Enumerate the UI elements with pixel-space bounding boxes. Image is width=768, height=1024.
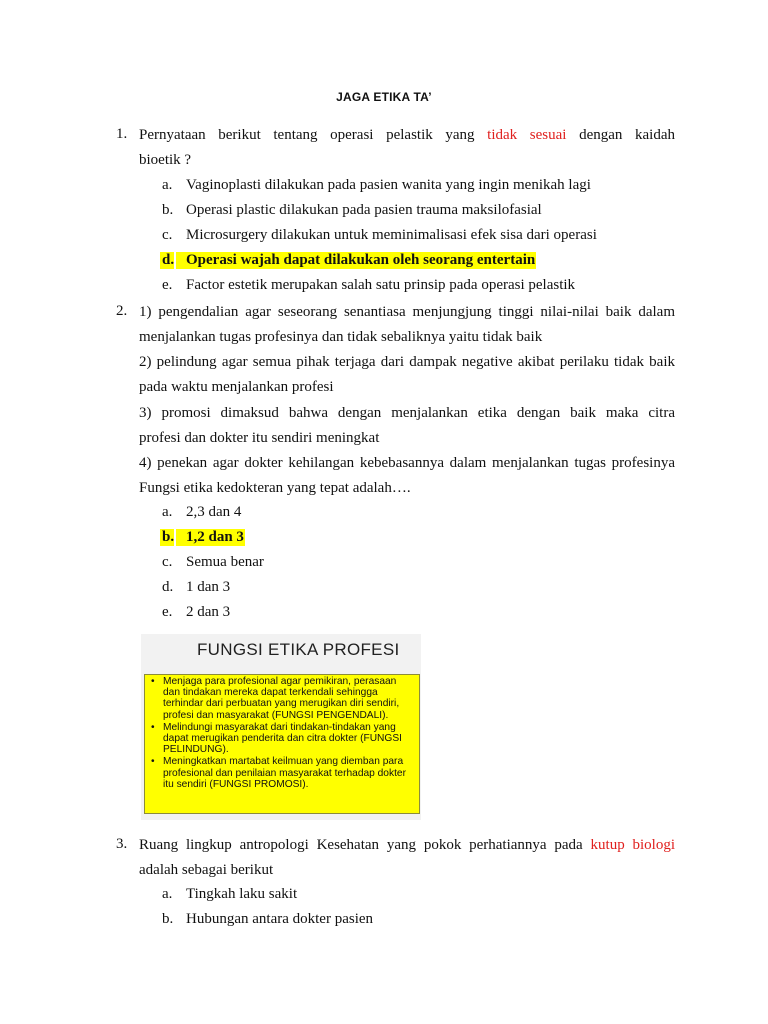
question-text-line bbox=[139, 833, 675, 857]
answer-option: Vaginoplasti dilakukan pada pasien wanita yang ingin menikah lagi bbox=[186, 177, 591, 193]
document-title: JAGA ETIKA TA’ bbox=[336, 90, 432, 104]
figure-item-text: Melindungi masyarakat dari tindakan-tindakan yang dapat merugikan penderita dan citra dokter (FUNGSI PELINDUNG). bbox=[163, 721, 402, 756]
question-text-line: bioetik ? bbox=[139, 152, 192, 168]
question-text-line: adalah sebagai berikut bbox=[139, 862, 274, 878]
figure-title: FUNGSI ETIKA PROFESI bbox=[197, 640, 400, 659]
option-letter-correct: b. bbox=[162, 529, 175, 545]
question-text-line: 3) promosi dimaksud bahwa dengan menjalankan etika dengan baik maka citra bbox=[139, 405, 675, 421]
question-text-line: 4) penekan agar dokter kehilangan kebebasannya dalam menjalankan tugas profesinya bbox=[139, 455, 675, 471]
question-text: Ruang lingkup antropologi Kesehatan yang pokok perhatiannya pada bbox=[139, 837, 583, 853]
question-number: 1. bbox=[116, 126, 128, 142]
option-letter: b. bbox=[162, 911, 174, 927]
bullet: • bbox=[151, 756, 155, 768]
highlighted-phrase: kutup biologi bbox=[590, 837, 676, 853]
answer-option: Tingkah laku sakit bbox=[186, 886, 298, 902]
answer-option-correct: 1,2 dan 3 bbox=[176, 529, 245, 546]
question-text-line: pada waktu menjalankan profesi bbox=[139, 379, 334, 395]
option-letter: a. bbox=[162, 886, 173, 902]
figure-item-text: Menjaga para profesional agar pemikiran, perasaan dan tindakan mereka dapat terkendali sehingga terhindar dari perbuatan yang merugikan diri sendiri, profesi dan masyarakat (FUNGSI PENGENDALI). bbox=[163, 676, 400, 721]
figure-list-item bbox=[151, 676, 415, 721]
answer-option-correct: Operasi wajah dapat dilakukan oleh seorang entertain bbox=[176, 252, 536, 269]
question-text-line: 1) pengendalian agar seseorang senantiasa menjungjung tinggi nilai-nilai baik dalam bbox=[139, 304, 675, 320]
highlighted-phrase: tidak sesuai bbox=[487, 127, 567, 143]
answer-option: 2,3 dan 4 bbox=[186, 504, 242, 520]
option-letter: a. bbox=[162, 177, 173, 193]
answer-option: 2 dan 3 bbox=[186, 604, 231, 620]
question-text: Pernyataan berikut tentang operasi pelastik yang bbox=[139, 127, 475, 143]
answer-option: Microsurgery dilakukan untuk meminimalisasi efek sisa dari operasi bbox=[186, 227, 597, 243]
bullet: • bbox=[151, 721, 155, 733]
question-number: 2. bbox=[116, 303, 128, 319]
figure-item-text: Meningkatkan martabat keilmuan yang diemban para profesional dan penilaian masyarakat terhadap dokter itu sendiri (FUNGSI PROMOSI). bbox=[163, 756, 406, 790]
question-text: dengan kaidah bbox=[579, 127, 675, 143]
option-letter: e. bbox=[162, 604, 173, 620]
fungsi-etika-figure bbox=[141, 634, 421, 820]
bullet: • bbox=[151, 676, 155, 687]
answer-option: Factor estetik merupakan salah satu prinsip pada operasi pelastik bbox=[186, 277, 576, 293]
figure-list-item bbox=[151, 722, 415, 756]
option-letter: d. bbox=[162, 579, 174, 595]
answer-option: Semua benar bbox=[186, 554, 264, 570]
option-letter: c. bbox=[162, 554, 173, 570]
question-text-line bbox=[139, 123, 675, 147]
option-letter: e. bbox=[162, 277, 173, 293]
question-number: 3. bbox=[116, 836, 128, 852]
option-letter-correct: d. bbox=[162, 252, 175, 268]
figure-content-box bbox=[144, 674, 420, 814]
figure-list-item bbox=[151, 756, 415, 790]
option-letter: b. bbox=[162, 202, 174, 218]
option-letter: a. bbox=[162, 504, 173, 520]
option-letter: c. bbox=[162, 227, 173, 243]
question-text-line: 2) pelindung agar semua pihak terjaga dari dampak negative akibat perilaku tidak baik bbox=[139, 354, 675, 370]
question-text-line: Fungsi etika kedokteran yang tepat adalah…. bbox=[139, 480, 411, 496]
question-text-line: profesi dan dokter itu sendiri meningkat bbox=[139, 430, 380, 446]
answer-option: Operasi plastic dilakukan pada pasien trauma maksilofasial bbox=[186, 202, 542, 218]
answer-option: Hubungan antara dokter pasien bbox=[186, 911, 374, 927]
answer-option: 1 dan 3 bbox=[186, 579, 231, 595]
question-text-line: menjalankan tugas profesinya dan tidak sebaliknya yaitu tidak baik bbox=[139, 329, 543, 345]
